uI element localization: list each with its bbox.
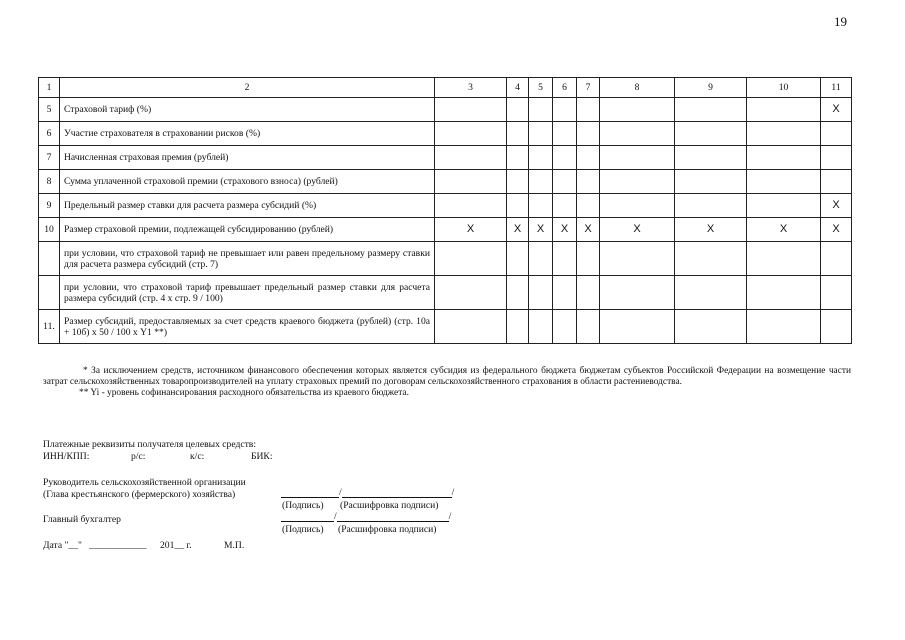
row-number: 8 — [39, 170, 60, 194]
data-cell — [600, 310, 675, 344]
data-cell — [600, 98, 675, 122]
data-cell — [675, 170, 747, 194]
data-cell — [821, 276, 852, 310]
data-cell — [675, 146, 747, 170]
data-cell — [553, 194, 577, 218]
data-cell — [529, 122, 553, 146]
accountant-signature-line — [281, 511, 451, 522]
header-col-4: 4 — [507, 78, 529, 98]
accountant-sign-blank — [281, 511, 334, 522]
header-col-10: 10 — [747, 78, 821, 98]
data-cell — [577, 276, 600, 310]
data-cell — [435, 98, 507, 122]
seal-label: М.П. — [224, 540, 245, 551]
head-signature-line — [281, 487, 454, 498]
data-cell — [507, 170, 529, 194]
header-col-9: 9 — [675, 78, 747, 98]
row-label: Размер страховой премии, подлежащей субсидированию (рублей) — [60, 218, 435, 242]
data-cell — [435, 170, 507, 194]
head-label-line1: Руководитель сельскохозяйственной организации — [43, 477, 246, 488]
row-number: 10 — [39, 218, 60, 242]
row-label: Предельный размер ставки для расчета размера субсидий (%) — [60, 194, 435, 218]
data-cell: X — [577, 218, 600, 242]
data-cell — [507, 146, 529, 170]
data-cell — [529, 310, 553, 344]
head-decode-blank — [342, 487, 452, 498]
data-cell — [553, 170, 577, 194]
row-label: Сумма уплаченной страховой премии (страхового взноса) (рублей) — [60, 170, 435, 194]
header-col-5: 5 — [529, 78, 553, 98]
data-cell — [529, 98, 553, 122]
data-cell — [675, 276, 747, 310]
data-cell — [435, 122, 507, 146]
table-row — [39, 194, 852, 218]
data-cell — [577, 170, 600, 194]
head-slash-2: / — [451, 487, 455, 498]
accountant-decode-blank — [337, 511, 449, 522]
row-number: 9 — [39, 194, 60, 218]
date-month-blank: ____________ — [89, 540, 147, 551]
data-cell — [435, 146, 507, 170]
header-col-3: 3 — [435, 78, 507, 98]
data-cell: X — [675, 218, 747, 242]
data-cell — [747, 276, 821, 310]
data-cell — [529, 194, 553, 218]
header-col-2: 2 — [60, 78, 435, 98]
table-row — [39, 276, 852, 310]
data-cell — [821, 122, 852, 146]
data-cell: X — [553, 218, 577, 242]
row-label: при условии, что страховой тариф превышает предельный размер ставки для расчета размера субсидий (стр. 4 х стр. 9 / 100) — [60, 276, 435, 310]
data-cell — [435, 276, 507, 310]
data-cell — [553, 276, 577, 310]
table-row — [39, 146, 852, 170]
footnote-cofinancing: ** Yi - уровень софинансирования расходного обязательства из краевого бюджета. — [79, 388, 409, 399]
data-cell: X — [600, 218, 675, 242]
header-col-7: 7 — [577, 78, 600, 98]
row-label: Начисленная страховая премия (рублей) — [60, 146, 435, 170]
accountant-slash-1: / — [334, 511, 337, 522]
bik-label: БИК: — [251, 451, 273, 462]
header-col-8: 8 — [600, 78, 675, 98]
row-label: при условии, что страховой тариф не превышает или равен предельному размеру ставки для расчета размера субсидий (стр. 7) — [60, 242, 435, 276]
header-col-1: 1 — [39, 78, 60, 98]
accountant-label: Главный бухгалтер — [43, 514, 121, 525]
data-cell — [821, 242, 852, 276]
head-label-line2: (Глава крестьянского (фермерского) хозяйства) — [43, 489, 236, 500]
header-col-11: 11 — [821, 78, 852, 98]
data-cell — [600, 122, 675, 146]
date-year: 201__ г. — [160, 540, 192, 551]
data-cell — [600, 194, 675, 218]
row-number: 6 — [39, 122, 60, 146]
table-header-row — [39, 78, 852, 98]
data-cell — [675, 98, 747, 122]
data-cell — [507, 310, 529, 344]
table-row — [39, 310, 852, 344]
data-cell — [529, 276, 553, 310]
data-cell: X — [507, 218, 529, 242]
data-cell — [747, 98, 821, 122]
data-cell — [553, 242, 577, 276]
data-cell — [821, 146, 852, 170]
data-cell — [435, 242, 507, 276]
data-cell — [675, 194, 747, 218]
row-label: Участие страхователя в страховании рисков (%) — [60, 122, 435, 146]
accountant-decode-caption: (Расшифровка подписи) — [338, 524, 437, 535]
data-cell — [600, 242, 675, 276]
data-cell — [529, 146, 553, 170]
accountant-sign-caption: (Подпись) — [282, 524, 324, 535]
data-cell: X — [821, 194, 852, 218]
header-col-6: 6 — [553, 78, 577, 98]
table-row — [39, 122, 852, 146]
data-cell: X — [529, 218, 553, 242]
data-cell — [577, 122, 600, 146]
data-cell — [553, 310, 577, 344]
data-cell — [747, 170, 821, 194]
head-decode-caption: (Расшифровка подписи) — [340, 500, 439, 511]
data-cell — [600, 170, 675, 194]
data-cell — [747, 310, 821, 344]
correspondent-account-label: к/с: — [190, 451, 205, 462]
requisites-title: Платежные реквизиты получателя целевых средств: — [43, 439, 256, 450]
date-label: Дата "__" — [43, 540, 82, 551]
data-cell — [577, 310, 600, 344]
data-cell — [553, 98, 577, 122]
data-cell — [529, 242, 553, 276]
data-cell — [507, 98, 529, 122]
row-number: 5 — [39, 98, 60, 122]
data-cell — [553, 146, 577, 170]
data-cell — [600, 146, 675, 170]
data-cell — [747, 194, 821, 218]
data-cell: X — [435, 218, 507, 242]
data-cell — [675, 310, 747, 344]
head-sign-caption: (Подпись) — [282, 500, 324, 511]
row-number — [39, 242, 60, 276]
inn-kpp-label: ИНН/КПП: — [43, 451, 90, 462]
page-number: 19 — [834, 14, 847, 29]
data-cell: X — [821, 98, 852, 122]
data-cell — [747, 242, 821, 276]
head-slash-1: / — [339, 487, 342, 498]
data-cell — [529, 170, 553, 194]
data-cell — [675, 122, 747, 146]
data-cell — [507, 194, 529, 218]
head-sign-blank — [281, 487, 339, 498]
data-cell — [821, 310, 852, 344]
data-cell — [577, 242, 600, 276]
table-row — [39, 242, 852, 276]
table-row — [39, 98, 852, 122]
row-label: Размер субсидий, предоставляемых за счет средств краевого бюджета (рублей) (стр. 10а + 10б) х 50 / 100 х Y1 **) — [60, 310, 435, 344]
data-cell — [507, 242, 529, 276]
row-number — [39, 276, 60, 310]
table-row — [39, 170, 852, 194]
accountant-slash-2: / — [448, 511, 452, 522]
data-cell — [577, 194, 600, 218]
data-cell — [747, 122, 821, 146]
data-cell — [507, 276, 529, 310]
settlement-account-label: р/с: — [131, 451, 146, 462]
data-cell — [747, 146, 821, 170]
data-cell — [600, 276, 675, 310]
data-cell — [577, 98, 600, 122]
row-label: Страховой тариф (%) — [60, 98, 435, 122]
row-number: 11. — [39, 310, 60, 344]
data-cell — [577, 146, 600, 170]
row-number: 7 — [39, 146, 60, 170]
data-cell — [507, 122, 529, 146]
subsidy-calculation-table — [38, 77, 852, 344]
data-cell: X — [747, 218, 821, 242]
table-row — [39, 218, 852, 242]
data-cell — [435, 194, 507, 218]
footnote-exclusion: * За исключением средств, источником финансового обеспечения которых является субсидия из федерального бюджета бюджетам субъектов Российской Федерации на возмещение части затрат сельскохозяйственных товаропроизводителей на уплату страховых премий по договорам сельскохозяйственного страхования в области растениеводства. — [43, 366, 851, 388]
data-cell: X — [821, 218, 852, 242]
data-cell — [435, 310, 507, 344]
data-cell — [675, 242, 747, 276]
data-cell — [821, 170, 852, 194]
data-cell — [553, 122, 577, 146]
footnotes — [43, 366, 851, 400]
